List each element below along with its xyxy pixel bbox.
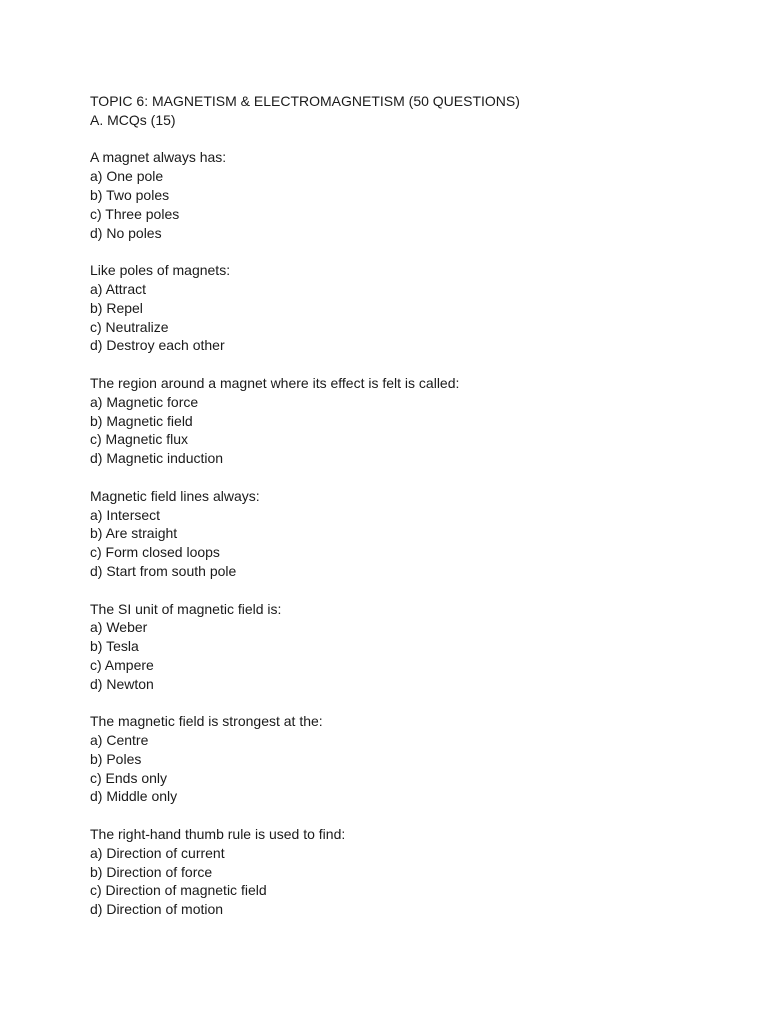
option-a: a) Centre: [90, 732, 149, 749]
option-d: d) Destroy each other: [90, 337, 225, 354]
question-stem: The right-hand thumb rule is used to find:: [90, 826, 346, 843]
option-d: d) Start from south pole: [90, 562, 237, 579]
option-c: c) Three poles: [90, 205, 180, 222]
option-a: a) Intersect: [90, 506, 161, 523]
question-1: [90, 148, 730, 242]
option-b: b) Are straight: [90, 525, 178, 542]
option-b: b) Two poles: [90, 186, 170, 203]
question-stem: Like poles of magnets:: [90, 262, 231, 279]
question-5: [90, 600, 730, 694]
question-2: [90, 261, 730, 355]
question-7: [90, 825, 730, 919]
question-stem: The magnetic field is strongest at the:: [90, 713, 323, 730]
document-page: [90, 92, 730, 919]
question-6: [90, 712, 730, 806]
option-a: a) Magnetic force: [90, 393, 199, 410]
question-stem: The SI unit of magnetic field is:: [90, 600, 282, 617]
option-a: a) Weber: [90, 619, 148, 636]
option-b: b) Direction of force: [90, 863, 213, 880]
option-c: c) Direction of magnetic field: [90, 882, 267, 899]
option-c: c) Magnetic flux: [90, 431, 189, 448]
option-c: c) Ampere: [90, 656, 154, 673]
document-header: [90, 92, 730, 130]
option-d: d) Direction of motion: [90, 901, 224, 918]
option-c: c) Ends only: [90, 769, 168, 786]
option-c: c) Form closed loops: [90, 544, 220, 561]
question-stem: The region around a magnet where its effect is felt is called:: [90, 374, 460, 391]
option-b: b) Magnetic field: [90, 412, 193, 429]
option-d: d) Middle only: [90, 788, 178, 805]
question-stem: A magnet always has:: [90, 149, 227, 166]
option-a: a) Attract: [90, 280, 147, 297]
section-heading: A. MCQs (15): [90, 111, 176, 128]
option-a: a) Direction of current: [90, 844, 225, 861]
question-stem: Magnetic field lines always:: [90, 487, 260, 504]
question-4: [90, 487, 730, 581]
option-d: d) Newton: [90, 675, 154, 692]
option-d: d) No poles: [90, 224, 162, 241]
option-b: b) Tesla: [90, 638, 139, 655]
option-d: d) Magnetic induction: [90, 450, 224, 467]
option-b: b) Poles: [90, 750, 142, 767]
question-3: [90, 374, 730, 468]
option-b: b) Repel: [90, 299, 143, 316]
document-title: TOPIC 6: MAGNETISM & ELECTROMAGNETISM (50 QUESTIONS): [90, 93, 520, 109]
option-c: c) Neutralize: [90, 318, 169, 335]
option-a: a) One pole: [90, 168, 164, 185]
